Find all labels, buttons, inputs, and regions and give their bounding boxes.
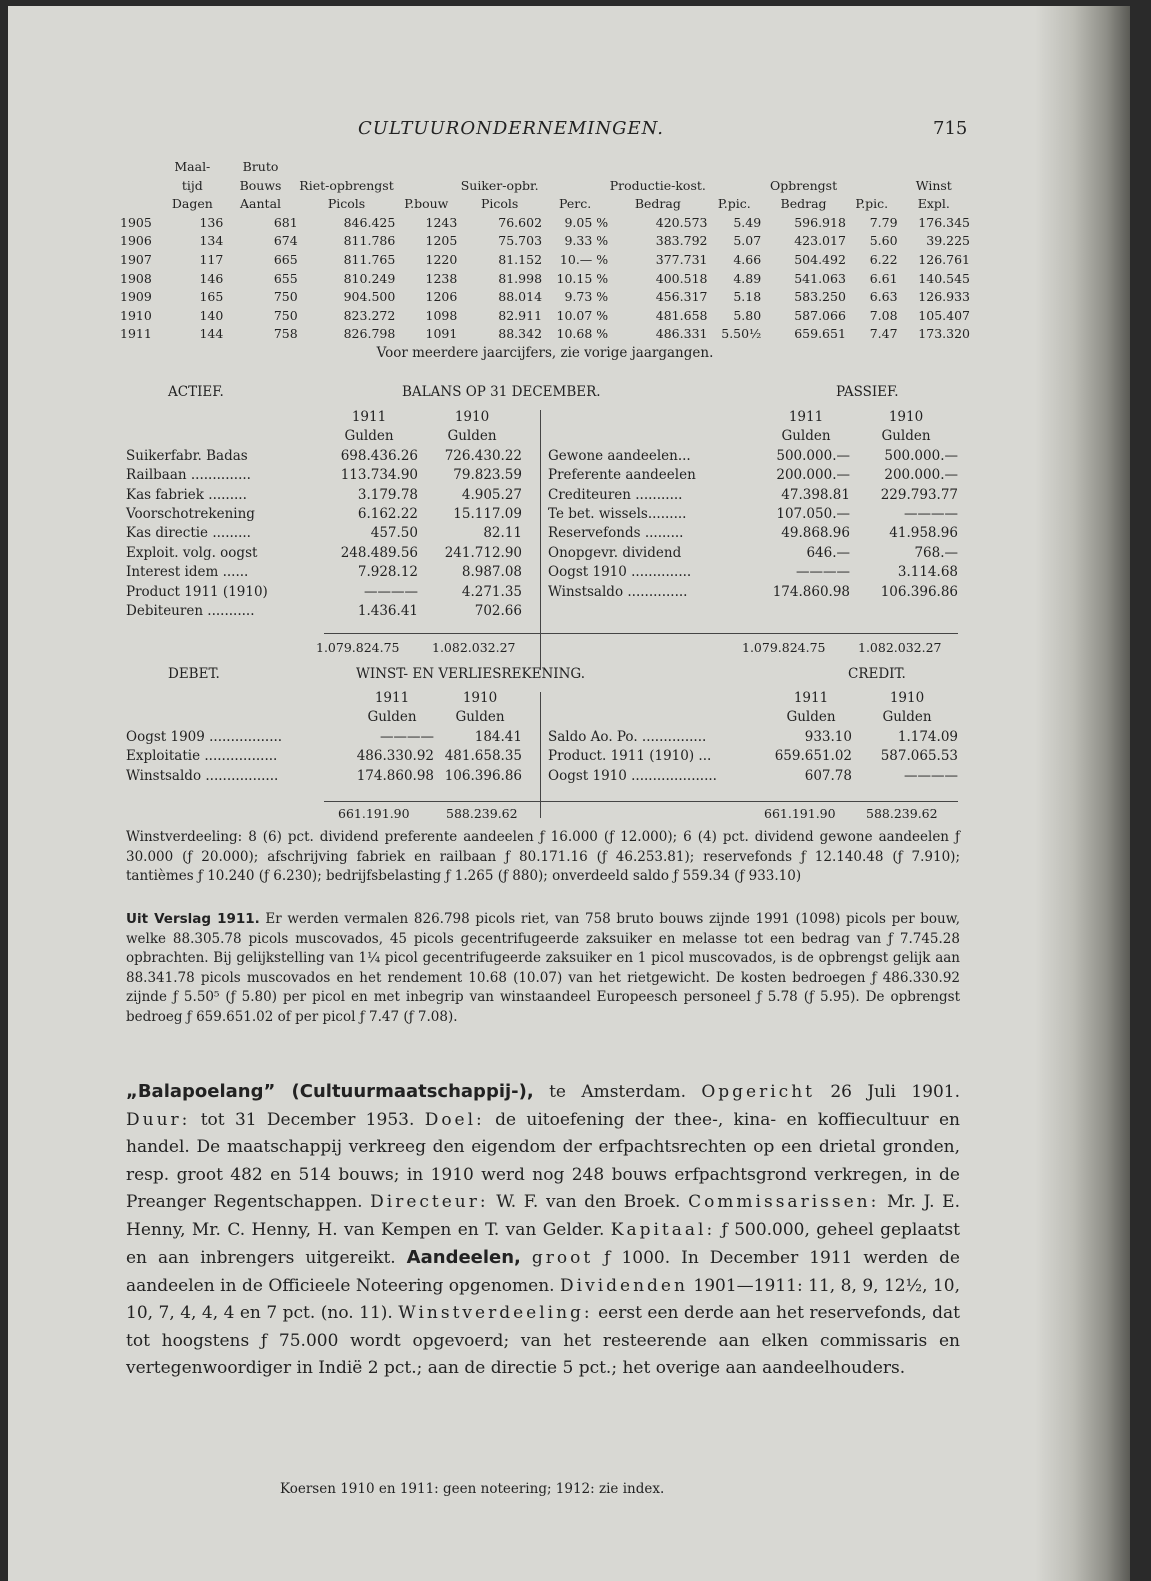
table-cell: 10.68 %	[556, 326, 609, 342]
year-heading: 1910	[454, 409, 490, 425]
table-cell: 750	[273, 289, 298, 305]
ledger-amount-1910: 229.793.77	[880, 486, 958, 503]
column-header: tijd	[181, 177, 203, 193]
company-text: 26 Juli 1901.	[815, 1082, 960, 1102]
year-cell: 1906	[120, 233, 152, 249]
table-cell: 481.658	[655, 307, 708, 323]
ledger-amount-1911: 3.179.78	[357, 486, 418, 503]
company-text: W. F. van den Broek.	[488, 1192, 689, 1212]
column-header: Bouws	[239, 177, 282, 193]
table-header-row	[120, 177, 970, 196]
column-header	[120, 195, 161, 214]
balance-actief	[124, 408, 524, 621]
table-cell: 5.50½	[721, 326, 762, 342]
verslag-paragraph	[126, 910, 960, 1027]
ledger-amount-1910: 768.—	[914, 544, 958, 561]
table-cell: 4.89	[733, 270, 762, 286]
ledger-amount-1910: 184.41	[474, 728, 522, 745]
table-header-row	[120, 195, 970, 214]
table-row	[120, 214, 970, 233]
ledger-amount-1911: 174.860.98	[356, 767, 434, 784]
pl-right-title: CREDIT.	[848, 666, 906, 682]
ledger-amount-1910: 106.396.86	[444, 767, 522, 784]
table-cell: 140	[199, 307, 224, 323]
ledger-amount-1911: 607.78	[804, 767, 852, 784]
table-cell: 596.918	[794, 214, 846, 230]
pl-left-title: DEBET.	[168, 666, 220, 682]
column-header	[395, 158, 457, 177]
ledger-row	[546, 447, 960, 466]
duur-label: Duur:	[126, 1109, 191, 1130]
ledger-row	[124, 563, 524, 582]
column-header: Winst	[915, 177, 952, 193]
balance-total-left-1911: 1.079.824.75	[316, 640, 400, 655]
year-heading: 1911	[351, 409, 387, 425]
pl-debet	[124, 689, 524, 786]
column-header	[761, 158, 846, 177]
table-cell: 420.573	[655, 214, 708, 230]
column-header	[120, 177, 161, 196]
ledger-amount-1911: 486.330.92	[356, 748, 434, 765]
year-heading: 1911	[793, 690, 829, 706]
doel-label: Doel:	[424, 1109, 485, 1130]
ledger-row	[124, 524, 524, 543]
column-header	[846, 158, 898, 177]
year-cell: 1907	[120, 251, 152, 267]
column-header: P.pic.	[855, 196, 889, 212]
groot-label: groot	[531, 1248, 594, 1268]
table-cell: 7.08	[869, 307, 898, 323]
company-paragraph	[126, 1078, 960, 1383]
column-header: Perc.	[558, 196, 592, 212]
ledger-amount-1910: 8.987.08	[461, 564, 522, 581]
year-heading: 1911	[374, 690, 410, 706]
column-header: Aantal	[240, 196, 282, 212]
koersen-line: Koersen 1910 en 1911: geen noteering; 1912: zie index.	[280, 1481, 665, 1497]
ledger-label: Product. 1911 (1910) ...	[548, 748, 712, 765]
ledger-label: Debiteuren ...........	[126, 603, 255, 620]
balance-passief	[546, 408, 960, 602]
column-header	[898, 158, 970, 177]
ledger-amount-1910: 3.114.68	[897, 564, 958, 581]
table-cell: 134	[199, 233, 224, 249]
column-header	[542, 158, 608, 177]
ledger-row	[124, 466, 524, 485]
commissarissen-label: Commissarissen:	[688, 1192, 880, 1212]
balance-total-right-1911: 1.079.824.75	[742, 640, 826, 655]
aandeelen-label: Aandeelen,	[406, 1247, 521, 1268]
ledger-label: Voorschotrekening	[126, 506, 255, 523]
table-cell: 823.272	[343, 307, 396, 323]
company-text: de uitoefening der thee-, kina- en koffiecultuur en handel. De maatschappij verkreeg den eigendom der erfpachtsrechten op een drietal gronden, resp. groot 482 en 514 bouws; in 1910 werd nog 248 bouws erfpachtsgrond verkregen, in de Preanger Regentschappen.	[126, 1109, 960, 1212]
ledger-amount-1910: 587.065.53	[880, 748, 958, 765]
table-cell: 1091	[425, 326, 458, 342]
year-heading: 1910	[888, 409, 924, 425]
unit-heading: Gulden	[881, 428, 931, 445]
column-header: P.bouw	[404, 196, 449, 212]
ledger-amount-1911: 200.000.—	[776, 467, 850, 484]
ledger-row	[546, 583, 960, 602]
table-cell: 1205	[425, 233, 458, 249]
table-cell: 486.331	[655, 326, 708, 342]
table-cell: 810.249	[343, 270, 396, 286]
column-header	[707, 177, 761, 196]
table-cell: 400.518	[655, 270, 708, 286]
column-header: Dagen	[171, 196, 213, 212]
table-row	[120, 288, 970, 307]
column-header	[395, 177, 457, 196]
company-text: tot 31 December 1953.	[190, 1109, 425, 1130]
table-cell: 5.07	[733, 233, 762, 249]
column-header: Productie-kost.	[609, 177, 706, 193]
column-header	[120, 158, 161, 177]
table-cell: 82.911	[498, 307, 543, 323]
ledger-amount-1911: 248.489.56	[340, 544, 418, 561]
table-cell: 81.998	[498, 270, 543, 286]
ledger-label: Oogst 1909 .................	[126, 728, 283, 745]
table-cell: 75.703	[498, 233, 543, 249]
ledger-row	[546, 747, 960, 766]
table-cell: 826.798	[343, 326, 396, 342]
table-cell: 504.492	[794, 251, 846, 267]
ledger-amount-1911: 659.651.02	[774, 748, 852, 765]
company-text: eerst een derde aan het reservefonds, dat tot hoogstens ƒ 75.000 wordt opgevoerd; van het resteerende aan elken commissaris en vertegenwoordiger in Indië 2 pct.; aan de directie 5 pct.; het overige aan aandeelhouders.	[126, 1303, 960, 1378]
ledger-amount-1910: 241.712.90	[444, 544, 522, 561]
table-cell: 10.15 %	[556, 270, 609, 286]
ledger-amount-1910: 4.271.35	[461, 583, 522, 600]
table-cell: 423.017	[794, 233, 846, 249]
ledger-label: Oogst 1910 ....................	[548, 767, 717, 784]
table-cell: 136	[199, 214, 224, 230]
pl-total-left-1910: 588.239.62	[446, 806, 518, 821]
table-cell: 140.545	[918, 270, 970, 286]
table-cell: 1243	[425, 214, 458, 230]
column-header	[542, 177, 608, 196]
verslag-label: Uit Verslag 1911.	[126, 911, 260, 927]
ledger-amount-1911: 1.436.41	[357, 603, 418, 620]
table-cell: 126.933	[918, 289, 970, 305]
ledger-amount-1910: 41.958.96	[889, 525, 958, 542]
directeur-label: Directeur:	[370, 1192, 489, 1212]
pl-total-left-1911: 661.191.90	[338, 806, 410, 821]
ledger-row	[124, 505, 524, 524]
ledger-amount-1911: ————	[364, 583, 418, 600]
table-cell: 681	[273, 214, 298, 230]
year-cell: 1909	[120, 289, 152, 305]
company-text: 1901—1911: 11, 8, 9, 12½, 10, 10, 7, 4, 4, 4 en 7 pct. (no. 11).	[126, 1275, 961, 1323]
ledger-amount-1910: ————	[904, 506, 958, 523]
column-header	[457, 158, 542, 177]
ledger-label: Preferente aandeelen	[548, 467, 696, 484]
balance-left-title: ACTIEF.	[168, 384, 224, 400]
ledger-label: Kas directie .........	[126, 525, 251, 542]
ledger-row	[124, 728, 524, 747]
ledger-amount-1911: 47.398.81	[781, 486, 850, 503]
table-cell: 5.60	[869, 233, 898, 249]
ledger-label: Exploitatie .................	[126, 748, 278, 765]
table-row	[120, 270, 970, 289]
table-cell: 1206	[425, 289, 458, 305]
column-header	[608, 158, 707, 177]
ledger-amount-1910: 4.905.27	[461, 486, 522, 503]
table-row	[120, 307, 970, 326]
column-header: Bruto	[242, 159, 279, 174]
table-cell: 1220	[425, 251, 458, 267]
table-cell: 758	[273, 326, 298, 342]
company-text: ƒ 1000. In December 1911 werden de aandeelen in de Officieele Noteering opgenomen.	[126, 1248, 960, 1296]
balance-divider	[540, 410, 541, 670]
ledger-row	[546, 767, 960, 786]
ledger-amount-1910: ————	[904, 767, 958, 784]
table-cell: 811.786	[343, 233, 396, 249]
balance-right-title: PASSIEF.	[836, 384, 899, 400]
balance-total-right-1910: 1.082.032.27	[858, 640, 942, 655]
ledger-row	[124, 767, 524, 786]
ledger-label: Gewone aandeelen...	[548, 447, 691, 464]
table-cell: 9.73 %	[564, 289, 609, 305]
table-cell: 5.18	[733, 289, 762, 305]
table-cell: 105.407	[918, 307, 970, 323]
ledger-row	[124, 544, 524, 563]
table-cell: 5.49	[733, 214, 762, 230]
pl-total-right-1911: 661.191.90	[764, 806, 836, 821]
table-note: Voor meerdere jaarcijfers, zie vorige jaargangen.	[376, 344, 714, 361]
table-cell: 76.602	[498, 214, 543, 230]
table-cell: 81.152	[498, 251, 543, 267]
ledger-label: Winstsaldo ..............	[548, 583, 688, 600]
balance-total-left-1910: 1.082.032.27	[432, 640, 516, 655]
year-heading: 1910	[889, 690, 925, 706]
table-row	[120, 325, 970, 344]
column-header: P.pic.	[717, 196, 751, 212]
ledger-amount-1911: 457.50	[370, 525, 418, 542]
ledger-label: Reservefonds .........	[548, 525, 684, 542]
opgericht-label: Opgericht	[701, 1082, 815, 1102]
table-cell: 6.61	[869, 270, 898, 286]
column-header: Maal-	[174, 159, 211, 174]
ledger-amount-1911: 698.436.26	[340, 447, 418, 464]
year-cell: 1905	[120, 214, 152, 230]
unit-heading: Gulden	[455, 709, 505, 726]
table-cell: 1098	[425, 307, 458, 323]
table-cell: 383.792	[655, 233, 708, 249]
table-cell: 811.765	[343, 251, 396, 267]
ledger-amount-1911: ————	[380, 728, 434, 745]
table-cell: 88.342	[498, 326, 543, 342]
production-table	[120, 158, 970, 363]
ledger-amount-1910: 726.430.22	[444, 447, 522, 464]
winstverdeeling-label: Winstverdeeling:	[398, 1303, 593, 1323]
table-row	[120, 232, 970, 251]
unit-heading: Gulden	[882, 709, 932, 726]
table-cell: 9.05 %	[564, 214, 609, 230]
balance-total-rule	[324, 633, 958, 634]
unit-heading: Gulden	[786, 709, 836, 726]
ledger-row	[546, 505, 960, 524]
column-header: Opbrengst	[770, 177, 838, 193]
ledger-row	[546, 524, 960, 543]
ledger-row	[124, 583, 524, 602]
table-cell: 173.320	[918, 326, 970, 342]
year-cell: 1908	[120, 270, 152, 286]
ledger-label: Kas fabriek .........	[126, 486, 247, 503]
ledger-amount-1911: 113.734.90	[340, 467, 418, 484]
ledger-row	[546, 563, 960, 582]
ledger-row	[124, 602, 524, 621]
ledger-row	[124, 486, 524, 505]
unit-heading: Gulden	[447, 428, 497, 445]
table-cell: 39.225	[926, 233, 970, 249]
ledger-amount-1911: 646.—	[806, 544, 850, 561]
ledger-amount-1910: 200.000.—	[884, 467, 958, 484]
ledger-row	[546, 544, 960, 563]
table-cell: 665	[273, 251, 298, 267]
unit-heading: Gulden	[367, 709, 417, 726]
book-spine-shadow	[1035, 6, 1130, 1581]
column-header: Riet-opbrengst	[299, 177, 394, 193]
table-cell: 146	[199, 270, 224, 286]
table-cell: 377.731	[655, 251, 708, 267]
ledger-label: Onopgevr. dividend	[548, 544, 682, 561]
table-cell: 587.066	[794, 307, 846, 323]
ledger-amount-1910: 79.823.59	[453, 467, 522, 484]
year-cell: 1910	[120, 307, 152, 323]
table-cell: 674	[273, 233, 298, 249]
table-cell: 6.63	[869, 289, 898, 305]
table-cell: 7.47	[869, 326, 898, 342]
ledger-label: Railbaan ..............	[126, 467, 251, 484]
unit-heading: Gulden	[344, 428, 394, 445]
year-heading: 1911	[788, 409, 824, 425]
year-heading: 1910	[462, 690, 498, 706]
table-cell: 456.317	[655, 289, 708, 305]
table-cell: 88.014	[498, 289, 543, 305]
pl-title: WINST- EN VERLIESREKENING.	[356, 666, 586, 682]
ledger-amount-1911: 49.868.96	[781, 525, 850, 542]
table-cell: 9.33 %	[564, 233, 609, 249]
table-cell: 904.500	[343, 289, 396, 305]
running-header: CULTUURONDERNEMINGEN.	[358, 118, 664, 139]
column-header	[846, 177, 898, 196]
kapitaal-label: Kapitaal:	[610, 1219, 716, 1240]
ledger-amount-1910: 702.66	[474, 603, 522, 620]
ledger-row	[124, 747, 524, 766]
company-text: Mr. J. E. Henny, Mr. C. Henny, H. van Kempen en T. van Gelder.	[126, 1192, 960, 1240]
table-cell: 4.66	[733, 251, 762, 267]
table-cell: 750	[273, 307, 298, 323]
table-cell: 10.07 %	[556, 307, 609, 323]
ledger-amount-1911: 7.928.12	[357, 564, 418, 581]
ledger-amount-1911: 107.050.—	[776, 506, 850, 523]
ledger-label: Oogst 1910 ..............	[548, 564, 692, 581]
ledger-amount-1911: 500.000.—	[776, 447, 850, 464]
company-text: te Amsterdam.	[533, 1082, 702, 1102]
pl-divider	[540, 692, 541, 818]
ledger-amount-1910: 82.11	[483, 525, 522, 542]
ledger-label: Saldo Ao. Po. ...............	[548, 728, 707, 745]
winstverdeeling-paragraph: Winstverdeeling: 8 (6) pct. dividend preferente aandeelen ƒ 16.000 (ƒ 12.000); 6 (4) pct. dividend gewone aandeelen ƒ 30.000 (ƒ 20.000); afschrijving fabriek en railbaan ƒ 80.171.16 (ƒ 46.253.81); reservefonds ƒ 12.140.48 (ƒ 7.910); tantièmes ƒ 10.240 (ƒ 6.230); bedrijfsbelasting ƒ 1.265 (ƒ 880); onverdeeld saldo ƒ 559.34 (ƒ 933.10)	[126, 829, 960, 884]
ledger-label: Winstsaldo .................	[126, 767, 279, 784]
table-cell: 176.345	[918, 214, 970, 230]
table-cell: 846.425	[343, 214, 396, 230]
ledger-amount-1910: 15.117.09	[453, 506, 522, 523]
column-header	[298, 158, 396, 177]
column-header: Bedrag	[780, 196, 827, 212]
balance-title: BALANS OP 31 DECEMBER.	[402, 384, 601, 400]
ledger-amount-1911: 174.860.98	[772, 583, 850, 600]
ledger-label: Suikerfabr. Badas	[126, 447, 248, 464]
table-cell: 583.250	[794, 289, 846, 305]
ledger-amount-1910: 1.174.09	[897, 728, 958, 745]
verslag-text: Er werden vermalen 826.798 picols riet, van 758 bruto bouws zijnde 1991 (1098) picols per bouw, welke 88.305.78 picols muscovados, 45 picols gecentrifugeerde zaksuiker en melasse tot een bedrag van ƒ 7.745.28 opbrachten. Bij gelijkstelling van 1¼ picol gecentrifugeerde zaksuiker en 1 picol muscovados, is de opbrengst gelijk aan 88.341.78 picols muscovados en het rendement 10.68 (10.07) van het rietgewicht. De kosten bedroegen ƒ 486.330.92 zijnde ƒ 5.50⁵ (ƒ 5.80) per picol en met inbegrip van winstaandeel Europeesch personeel ƒ 5.78 (ƒ 5.95). De opbrengst bedroeg ƒ 659.651.02 of per picol ƒ 7.47 (ƒ 7.08).	[126, 911, 960, 1025]
pl-total-rule	[324, 801, 958, 802]
ledger-label: Te bet. wissels.........	[548, 506, 687, 523]
column-header: Picols	[480, 196, 519, 212]
ledger-amount-1910: 106.396.86	[880, 583, 958, 600]
ledger-row	[546, 728, 960, 747]
unit-heading: Gulden	[781, 428, 831, 445]
pl-credit	[546, 689, 960, 786]
book-page	[8, 6, 1130, 1581]
table-cell: 655	[273, 270, 298, 286]
ledger-amount-1911: 933.10	[804, 728, 852, 745]
ledger-amount-1911: 6.162.22	[357, 506, 418, 523]
ledger-row	[546, 486, 960, 505]
pl-total-right-1910: 588.239.62	[866, 806, 938, 821]
ledger-row	[124, 447, 524, 466]
table-cell: 6.22	[869, 251, 898, 267]
ledger-label: Crediteuren ...........	[548, 486, 683, 503]
ledger-amount-1911: ————	[796, 564, 850, 581]
table-cell: 5.80	[733, 307, 762, 323]
table-cell: 1238	[425, 270, 458, 286]
table-cell: 10.— %	[559, 251, 609, 267]
ledger-amount-1910: 481.658.35	[444, 748, 522, 765]
ledger-amount-1910: 500.000.—	[884, 447, 958, 464]
table-cell: 144	[199, 326, 224, 342]
ledger-label: Product 1911 (1910)	[126, 583, 268, 600]
ledger-label: Interest idem ......	[126, 564, 249, 581]
dividenden-label: Dividenden	[560, 1275, 688, 1296]
table-cell: 659.651	[794, 326, 846, 342]
table-cell: 126.761	[918, 251, 970, 267]
column-header: Suiker-opbr.	[460, 177, 539, 193]
page-number: 715	[933, 118, 968, 139]
table-header-row	[120, 158, 970, 177]
column-header: Expl.	[917, 196, 950, 212]
column-header	[707, 158, 761, 177]
table-cell: 541.063	[794, 270, 846, 286]
company-name: „Balapoelang” (Cultuurmaatschappij-),	[126, 1081, 534, 1102]
table-cell: 7.79	[869, 214, 898, 230]
ledger-label: Exploit. volg. oogst	[126, 544, 258, 561]
ledger-row	[546, 466, 960, 485]
column-header: Picols	[327, 196, 366, 212]
year-cell: 1911	[120, 326, 152, 342]
company-text: ƒ 500.000, geheel geplaatst en aan inbrengers uitgereikt.	[126, 1219, 960, 1268]
table-row	[120, 251, 970, 270]
table-cell: 117	[199, 251, 224, 267]
table-cell: 165	[199, 289, 224, 305]
column-header: Bedrag	[634, 196, 681, 212]
